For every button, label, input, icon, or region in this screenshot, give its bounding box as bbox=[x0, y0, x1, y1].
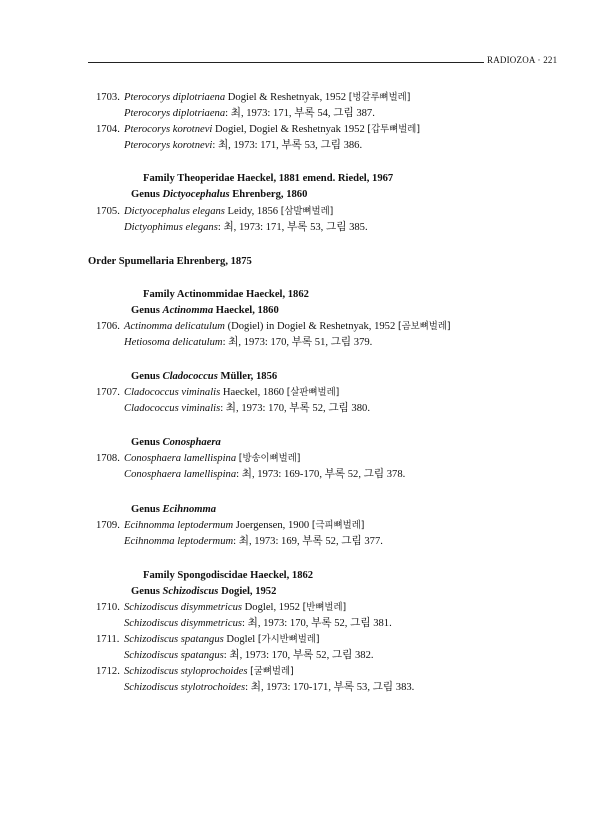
species-entry bbox=[124, 123, 420, 136]
entry-number: 1711. bbox=[96, 634, 120, 645]
genus-heading bbox=[131, 188, 307, 201]
species-entry bbox=[124, 519, 364, 532]
genus-heading bbox=[131, 503, 216, 516]
korean-name: [벙갈루뼈벌레] bbox=[348, 92, 411, 103]
synonym-citation: : 최, 1973: 171, 부록 53, 그림 386. bbox=[212, 140, 363, 151]
species-entry bbox=[124, 452, 300, 465]
synonym-citation: : 최, 1973: 169, 부록 52, 그림 377. bbox=[233, 536, 383, 547]
synonym-citation: : 최, 1973: 170, 부록 51, 그림 379. bbox=[222, 337, 373, 348]
synonym-reference bbox=[124, 139, 362, 152]
species-author: Dogiel & Reshetnyak, 1952 bbox=[225, 92, 349, 103]
synonym-name: Conosphaera lamellispina bbox=[124, 469, 237, 480]
species-name: Schizodiscus disymmetricus bbox=[124, 602, 242, 613]
species-author: Joergensen, 1900 bbox=[233, 520, 312, 531]
species-name: Dictyocephalus elegans bbox=[124, 206, 225, 217]
species-entry bbox=[124, 601, 346, 614]
family-heading: Family Actinommidae Haeckel, 1862 bbox=[143, 289, 309, 300]
genus-heading bbox=[131, 370, 277, 383]
family-heading: Family Theoperidae Haeckel, 1881 emend. Riedel, 1967 bbox=[143, 173, 394, 184]
synonym-citation: : 최, 1973: 170, 부록 52, 그림 381. bbox=[242, 618, 392, 629]
genus-heading bbox=[131, 436, 221, 449]
genus-name: Ecihnomma bbox=[162, 504, 217, 515]
entry-number: 1709. bbox=[96, 520, 120, 531]
synonym-name: Pterocorys korotnevi bbox=[124, 140, 213, 151]
korean-name: [곰보뼈벌레] bbox=[397, 321, 451, 332]
synonym-citation: : 최, 1973: 170-171, 부록 53, 그림 383. bbox=[245, 682, 415, 693]
species-author: Doglel bbox=[223, 634, 258, 645]
synonym-reference bbox=[124, 107, 375, 120]
synonym-reference bbox=[124, 468, 405, 481]
korean-name: [삼발뼈벌레] bbox=[280, 206, 334, 217]
synonym-citation: : 최, 1973: 171, 부록 53, 그림 385. bbox=[217, 222, 368, 233]
species-entry bbox=[124, 91, 410, 104]
genus-name: Dictyocephalus bbox=[162, 189, 230, 200]
korean-name: [살판뼈벌레] bbox=[286, 387, 340, 398]
synonym-citation: : 최, 1973: 169-170, 부록 52, 그림 378. bbox=[236, 469, 406, 480]
species-name: Pterocorys korotnevi bbox=[124, 124, 213, 135]
synonym-name: Cladococcus viminalis bbox=[124, 403, 221, 414]
korean-name: [굴뼈벌레] bbox=[250, 666, 294, 677]
synonym-name: Pterocorys diplotriaena bbox=[124, 108, 226, 119]
entry-number: 1704. bbox=[96, 124, 120, 135]
running-head: RADIOZOA · 221 bbox=[487, 55, 558, 65]
species-author: Leidy, 1856 bbox=[224, 206, 281, 217]
synonym-citation: : 최, 1973: 171, 부록 54, 그림 387. bbox=[225, 108, 375, 119]
synonym-citation: : 최, 1973: 170, 부록 52, 그림 380. bbox=[220, 403, 370, 414]
entry-number: 1703. bbox=[96, 92, 120, 103]
entry-number: 1707. bbox=[96, 387, 120, 398]
korean-name: [반뼈벌레] bbox=[302, 602, 347, 613]
genus-author: Müller, 1856 bbox=[217, 371, 278, 382]
genus-label: Genus bbox=[131, 586, 163, 597]
genus-label: Genus bbox=[131, 371, 163, 382]
genus-name: Conosphaera bbox=[162, 437, 221, 448]
synonym-reference bbox=[124, 221, 368, 234]
species-entry bbox=[124, 633, 320, 646]
synonym-name: Schizodiscus stylotrochoides bbox=[124, 682, 246, 693]
synonym-reference bbox=[124, 402, 370, 415]
synonym-name: Ecihnomma leptodermum bbox=[124, 536, 234, 547]
synonym-name: Schizodiscus spatangus bbox=[124, 650, 224, 661]
species-name: Ecihnomma leptodermum bbox=[124, 520, 234, 531]
korean-name: [극피뼈벌레] bbox=[311, 520, 365, 531]
entry-number: 1712. bbox=[96, 666, 120, 677]
genus-author: Ehrenberg, 1860 bbox=[229, 189, 308, 200]
species-author: (Dogiel) in Dogiel & Reshetnyak, 1952 bbox=[224, 321, 398, 332]
species-entry bbox=[124, 205, 333, 218]
species-author: Haeckel, 1860 bbox=[220, 387, 287, 398]
species-entry bbox=[124, 386, 339, 399]
genus-label: Genus bbox=[131, 189, 163, 200]
synonym-reference bbox=[124, 336, 372, 349]
species-name: Schizodiscus spatangus bbox=[124, 634, 224, 645]
genus-label: Genus bbox=[131, 305, 163, 316]
species-name: Schizodiscus styloprochoides bbox=[124, 666, 248, 677]
genus-name: Cladococcus bbox=[162, 371, 218, 382]
genus-name: Schizodiscus bbox=[162, 586, 219, 597]
genus-label: Genus bbox=[131, 504, 163, 515]
entry-number: 1705. bbox=[96, 206, 120, 217]
synonym-reference bbox=[124, 681, 414, 694]
species-name: Actinomma delicatulum bbox=[124, 321, 225, 332]
genus-author: Haeckel, 1860 bbox=[213, 305, 279, 316]
family-heading: Family Spongodiscidae Haeckel, 1862 bbox=[143, 570, 314, 581]
genus-author: Dogiel, 1952 bbox=[218, 586, 277, 597]
species-name: Conosphaera lamellispina bbox=[124, 453, 237, 464]
species-entry bbox=[124, 320, 451, 333]
synonym-reference bbox=[124, 649, 374, 662]
entry-number: 1708. bbox=[96, 453, 120, 464]
species-entry bbox=[124, 665, 294, 678]
synonym-reference bbox=[124, 535, 383, 548]
korean-name: [방송이뼈벌레] bbox=[238, 453, 301, 464]
species-name: Pterocorys diplotriaena bbox=[124, 92, 226, 103]
species-author: Doglel, 1952 bbox=[242, 602, 303, 613]
synonym-reference bbox=[124, 617, 392, 630]
korean-name: [갑투뼈벌레] bbox=[367, 124, 421, 135]
entry-number: 1710. bbox=[96, 602, 120, 613]
genus-name: Actinomma bbox=[162, 305, 214, 316]
synonym-name: Schizodiscus disymmetricus bbox=[124, 618, 242, 629]
korean-name: [가시반뼈벌레] bbox=[257, 634, 320, 645]
genus-heading bbox=[131, 585, 276, 598]
species-name: Cladococcus viminalis bbox=[124, 387, 221, 398]
synonym-name: Hetiosoma delicatulum bbox=[124, 337, 223, 348]
genus-heading bbox=[131, 304, 279, 317]
entry-number: 1706. bbox=[96, 321, 120, 332]
synonym-citation: : 최, 1973: 170, 부록 52, 그림 382. bbox=[223, 650, 374, 661]
header-rule bbox=[88, 62, 484, 63]
synonym-name: Dictyophimus elegans bbox=[124, 222, 218, 233]
species-author: Dogiel, Dogiel & Reshetnyak 1952 bbox=[212, 124, 368, 135]
order-heading: Order Spumellaria Ehrenberg, 1875 bbox=[88, 256, 252, 267]
genus-label: Genus bbox=[131, 437, 163, 448]
